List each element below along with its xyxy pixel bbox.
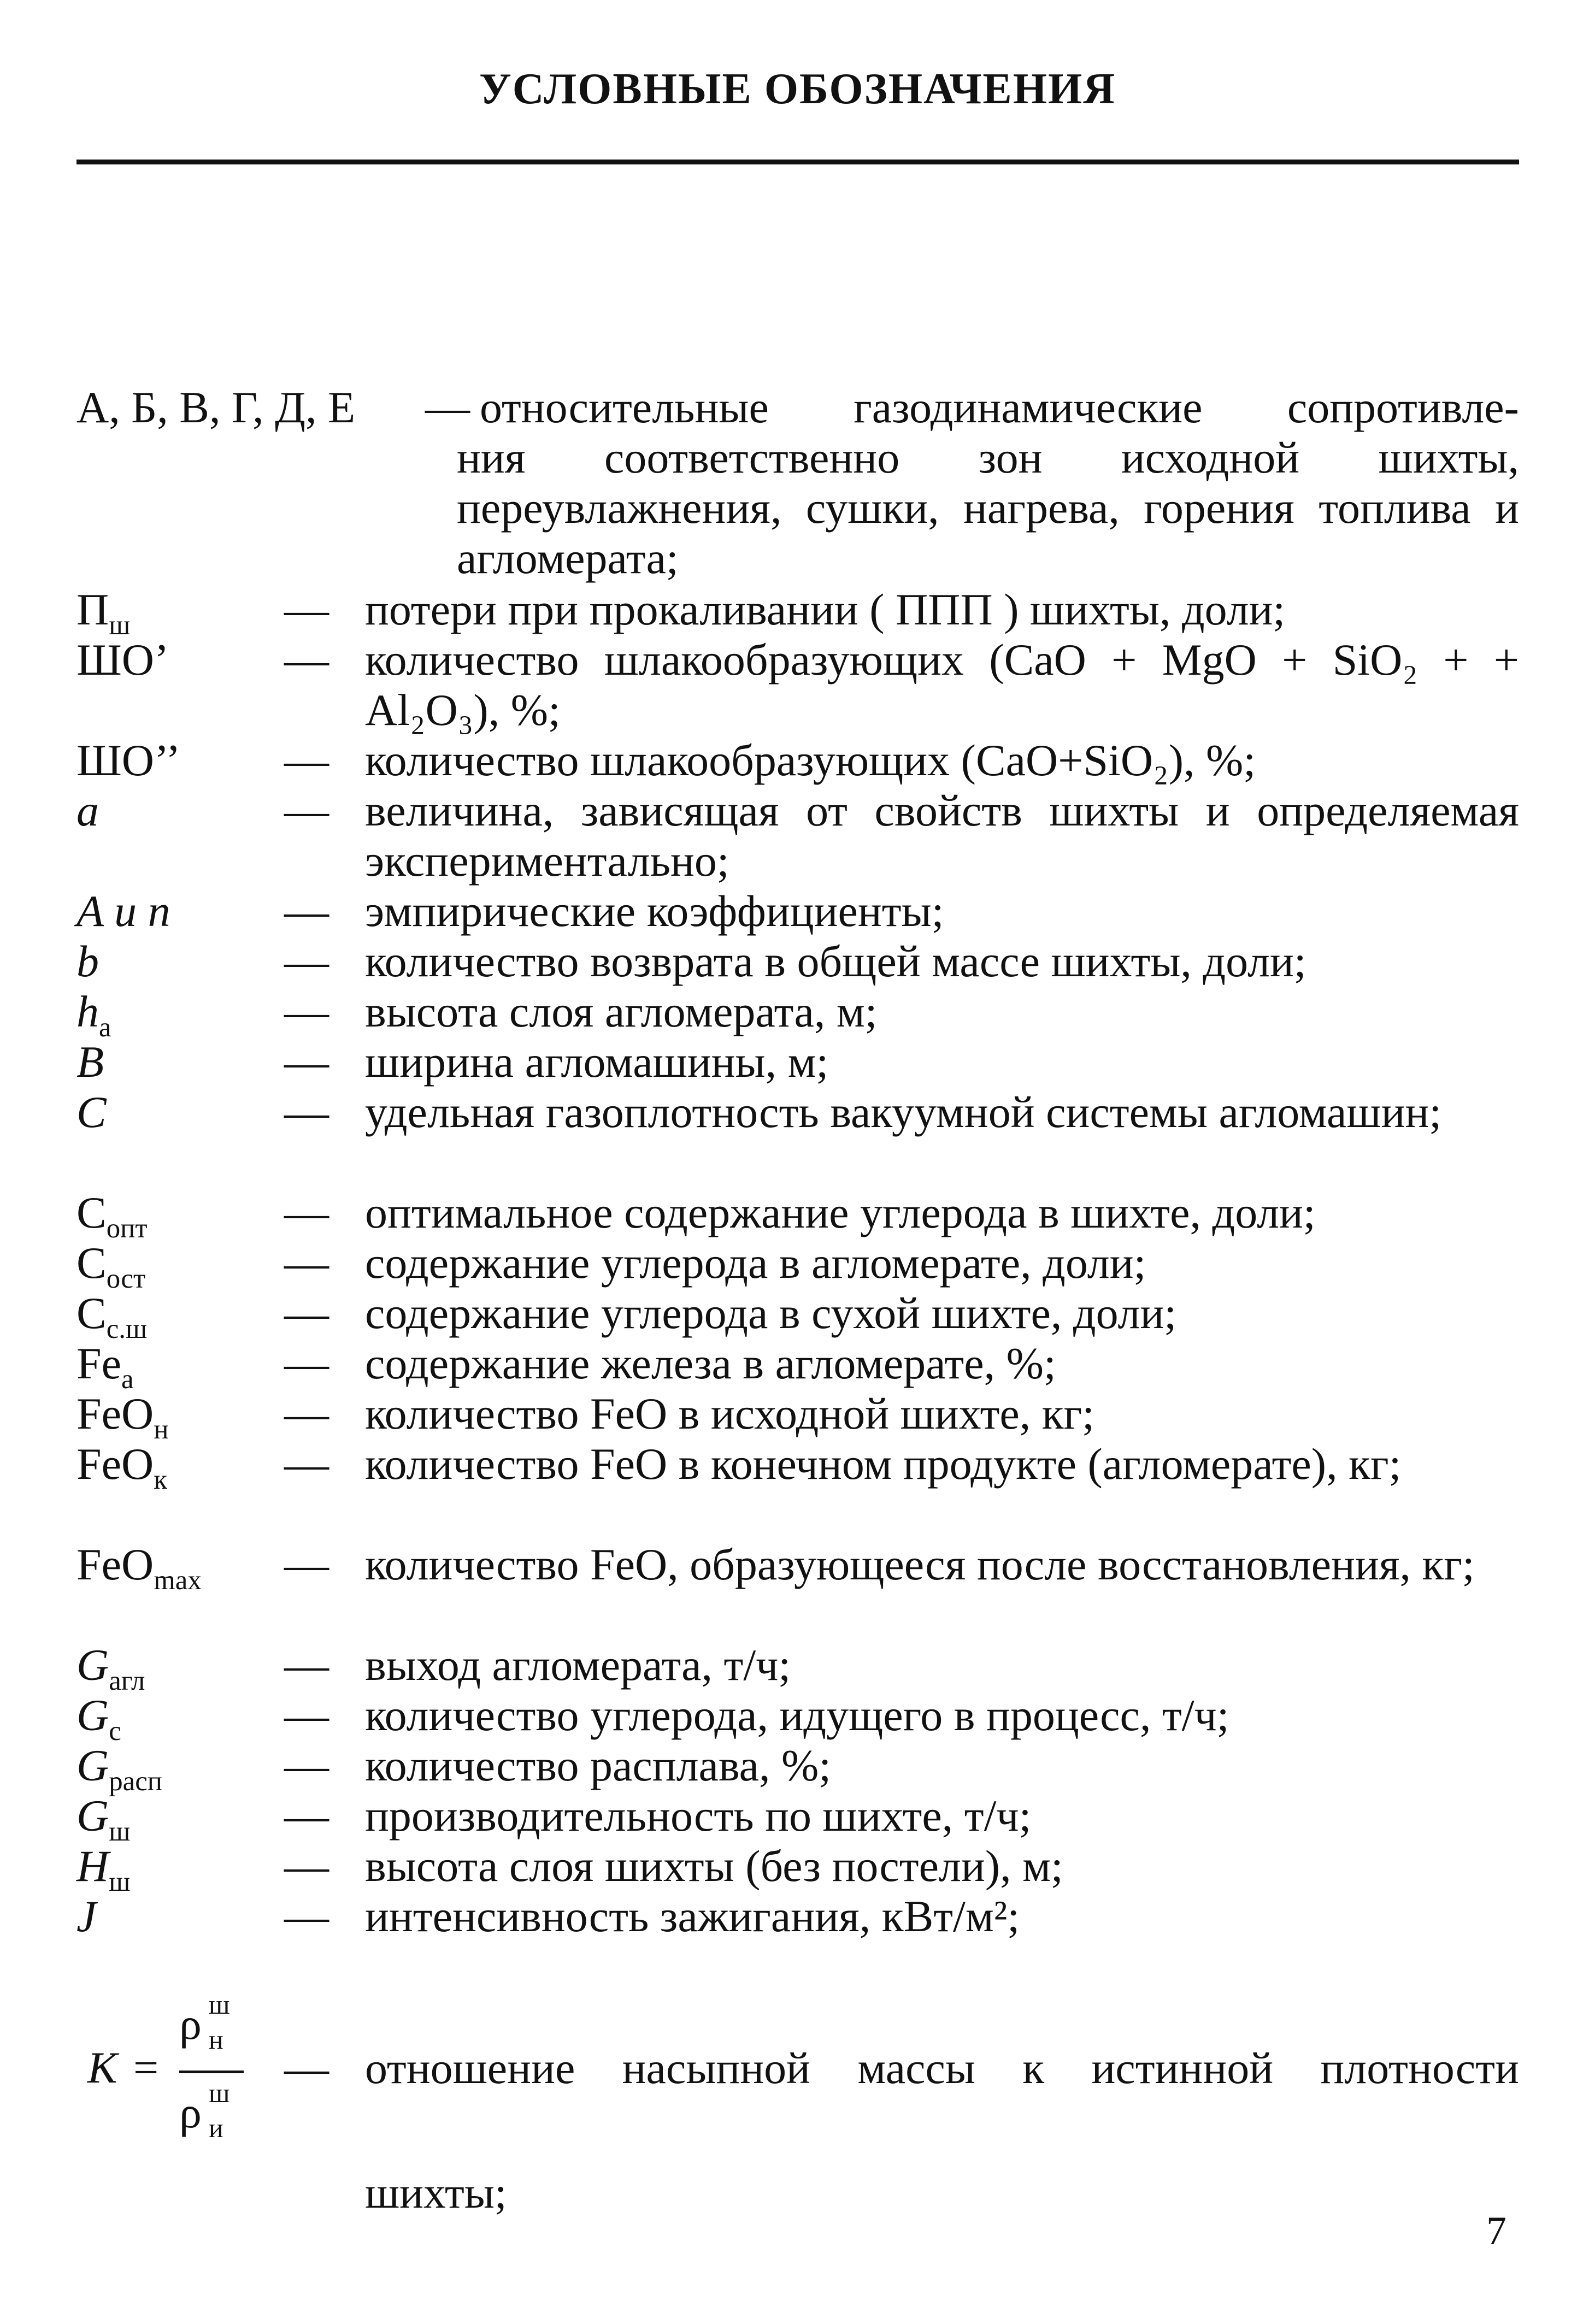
definition-text: количество углерода, идущего в процесс, т/ч; bbox=[365, 1690, 1229, 1740]
formula-k bbox=[87, 1978, 273, 2152]
dash: — bbox=[284, 1439, 329, 1489]
definition-text: ния соответственно зон исходной шихты, переувлажнения, сушки, нагрева, горения топлива и агломерата; bbox=[457, 433, 1519, 583]
symbol: $Fe_a$ bbox=[76, 1338, 134, 1394]
dash: — bbox=[284, 786, 329, 835]
dash: — bbox=[284, 886, 329, 936]
definition-text: удельная газоплотность вакуумной системы агломашин; bbox=[365, 1087, 1442, 1137]
definition-text: количество FeO в исходной шихте, кг; bbox=[365, 1389, 1095, 1438]
definition-text: количество FeO в конечном продукте (агломерате), кг; bbox=[365, 1439, 1402, 1489]
dash: — bbox=[284, 1791, 329, 1841]
title-divider bbox=[76, 160, 1519, 164]
formula-numerator-sup: ш bbox=[209, 1989, 230, 2020]
dash: — bbox=[284, 1539, 329, 1589]
definition-text: содержание железа в агломерате, %; bbox=[365, 1338, 1056, 1388]
dash: — bbox=[284, 1238, 329, 1288]
formula-equals: = bbox=[133, 2043, 159, 2092]
symbol: $C_{ост}$ bbox=[76, 1238, 146, 1294]
symbol: ШО’ bbox=[76, 635, 169, 685]
symbol: $C_{с.ш}$ bbox=[76, 1288, 148, 1344]
dash: — bbox=[284, 735, 329, 785]
definition-text: содержание углерода в агломерате, доли; bbox=[365, 1238, 1146, 1288]
symbol: J bbox=[76, 1891, 97, 1941]
dash: — bbox=[284, 1640, 329, 1690]
symbol: $H_ш$ bbox=[76, 1841, 131, 1897]
symbol: $h_a$ bbox=[76, 987, 111, 1042]
symbol: FeO$_н$ bbox=[76, 1389, 169, 1444]
dash: — bbox=[284, 987, 329, 1036]
dash: — bbox=[284, 1690, 329, 1740]
formula-numerator-sub: н bbox=[209, 2024, 223, 2055]
definition-text: оптимальное содержание углерода в шихте, доли; bbox=[365, 1188, 1316, 1237]
dash: — bbox=[284, 635, 329, 685]
symbol: $G_{расп}$ bbox=[76, 1741, 162, 1796]
formula-denominator: ρ bbox=[179, 2087, 202, 2137]
symbol: $G_c$ bbox=[76, 1690, 121, 1746]
definition-text: высота слоя шихты (без постели), м; bbox=[365, 1841, 1063, 1891]
dash: — bbox=[425, 382, 470, 432]
formula-denominator-sub: и bbox=[209, 2113, 223, 2143]
definition-text: потери при прокаливании ( ППП ) шихты, доли; bbox=[365, 585, 1286, 634]
symbol: FeO$_{max}$ bbox=[76, 1539, 202, 1595]
dash: — bbox=[284, 1037, 329, 1087]
definition-text: количество шлакообразующих (CaO + MgO + SiO₂ + + Al₂O₃), %; bbox=[365, 635, 1519, 735]
page-number: 7 bbox=[1486, 2209, 1506, 2254]
symbol: C bbox=[76, 1087, 107, 1137]
formula-denominator-sup: ш bbox=[209, 2078, 230, 2108]
symbol: $G_ш$ bbox=[76, 1791, 131, 1847]
definition-text: количество расплава, %; bbox=[365, 1741, 832, 1790]
dash: — bbox=[284, 1288, 329, 1338]
symbol: $C_{опт}$ bbox=[76, 1188, 148, 1243]
symbol: a bbox=[76, 786, 99, 835]
dash: — bbox=[284, 936, 329, 986]
symbol: ШО’’ bbox=[76, 735, 181, 785]
dash: — bbox=[284, 1087, 329, 1137]
formula-lhs: K bbox=[87, 2043, 117, 2092]
fraction-bar bbox=[179, 2071, 244, 2073]
definition-text: содержание углерода в сухой шихте, доли; bbox=[365, 1288, 1177, 1338]
dash: — bbox=[284, 1841, 329, 1891]
formula-numerator: ρ bbox=[179, 1999, 202, 2049]
definition-text: количество шлакообразующих (CaO+SiO₂), %; bbox=[365, 735, 1256, 785]
dash: — bbox=[284, 1188, 329, 1237]
definition-text: ширина агломашины, м; bbox=[365, 1037, 829, 1087]
page-title: УСЛОВНЫЕ ОБОЗНАЧЕНИЯ bbox=[479, 65, 1116, 113]
dash: — bbox=[284, 1389, 329, 1438]
definition-line: отношение насыпной массы к истинной плотности bbox=[365, 2043, 1519, 2093]
definition-text: производительность по шихте, т/ч; bbox=[365, 1791, 1032, 1841]
definition-line: относительные газодинамические сопротивле- bbox=[480, 382, 1519, 432]
dash: — bbox=[284, 1741, 329, 1790]
symbol: B bbox=[76, 1037, 104, 1087]
definition-text: выход агломерата, т/ч; bbox=[365, 1640, 791, 1690]
symbol-resistance-zones: А, Б, В, Г, Д, Е bbox=[76, 382, 356, 432]
definition-text: высота слоя агломерата, м; bbox=[365, 987, 878, 1036]
dash: — bbox=[284, 1891, 329, 1941]
dash: — bbox=[284, 2043, 329, 2093]
dash: — bbox=[284, 1338, 329, 1388]
definition-text: эмпирические коэффициенты; bbox=[365, 886, 944, 936]
symbol: A и n bbox=[76, 886, 170, 936]
definition-text: интенсивность зажигания, кВт/м²; bbox=[365, 1891, 1020, 1941]
symbol: $П_ш$ bbox=[76, 585, 131, 640]
dash: — bbox=[284, 585, 329, 634]
definition-text: количество FeO, образующееся после восстановления, кг; bbox=[365, 1539, 1475, 1589]
symbol: $G_{агл}$ bbox=[76, 1640, 145, 1696]
symbol: FeO$_к$ bbox=[76, 1439, 167, 1495]
symbol: b bbox=[76, 936, 99, 986]
definition-text: величина, зависящая от свойств шихты и определяемая экспериментально; bbox=[365, 786, 1519, 886]
definition-line: шихты; bbox=[365, 2168, 507, 2217]
definition-text: количество возврата в общей массе шихты, доли; bbox=[365, 936, 1306, 986]
